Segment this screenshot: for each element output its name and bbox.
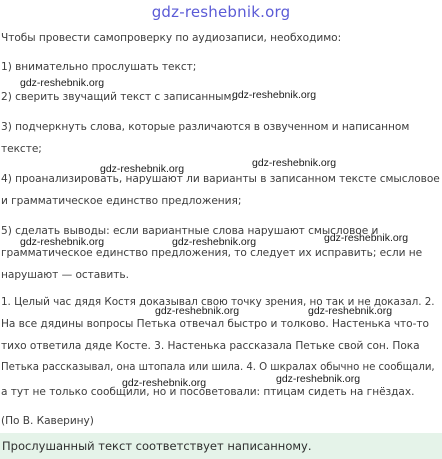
- watermark: gdz-reshebnik.org: [155, 305, 240, 317]
- text-line-1: 1. Целый час дядя Костя доказывал свою точку зрения, но так и не доказал. 2.: [1, 296, 435, 308]
- watermark: gdz-reshebnik.org: [252, 157, 337, 169]
- watermark: gdz-reshebnik.org: [232, 89, 317, 101]
- step-5-line-3: нарушают — оставить.: [1, 269, 129, 281]
- result-text: Прослушанный текст соответствует написанному.: [2, 439, 312, 453]
- step-1: 1) внимательно прослушать текст;: [1, 61, 197, 73]
- step-4-line-1: 4) проанализировать, нарушают ли варианты в записанном тексте смысловое: [1, 173, 440, 185]
- attribution: (По В. Каверину): [1, 415, 94, 427]
- watermark: gdz-reshebnik.org: [20, 236, 105, 248]
- site-title: gdz-reshebnik.org: [151, 3, 291, 21]
- watermark: gdz-reshebnik.org: [122, 377, 207, 389]
- text-line-3: тихо ответила дяде Косте. 3. Настенька рассказала Петьке свой сон. Пока: [1, 340, 420, 352]
- step-5-line-1: 5) сделать выводы: если вариантные слова нарушают смысловое и: [1, 225, 379, 237]
- watermark: gdz-reshebnik.org: [276, 373, 361, 385]
- watermark: gdz-reshebnik.org: [172, 236, 257, 248]
- text-line-5: а тут не только сообщили, но и посоветовали: птицам сидеть на гнёздах.: [1, 386, 415, 398]
- step-4-line-2: и грамматическое единство предложения;: [1, 195, 242, 207]
- watermark: gdz-reshebnik.org: [308, 305, 393, 317]
- step-5-line-2: грамматическое единство предложения, то следует их исправить; если не: [1, 247, 423, 259]
- intro-text: Чтобы провести самопроверку по аудиозаписи, необходимо:: [1, 32, 342, 44]
- step-3-line-2: тексте;: [1, 143, 42, 155]
- text-line-2: На все дядины вопросы Петька отвечал быстро и толково. Настенька что-то: [1, 318, 429, 330]
- step-2: 2) сверить звучащий текст с записанным;: [1, 91, 235, 103]
- text-line-4: Петька рассказывал, она штопала или шила. 4. О шкралах обычно не сообщали,: [1, 362, 435, 373]
- watermark: gdz-reshebnik.org: [20, 77, 105, 89]
- watermark: gdz-reshebnik.org: [100, 163, 185, 175]
- watermark: gdz-reshebnik.org: [324, 232, 409, 244]
- step-3-line-1: 3) подчеркнуть слова, которые различаются в озвученном и написанном: [1, 121, 410, 133]
